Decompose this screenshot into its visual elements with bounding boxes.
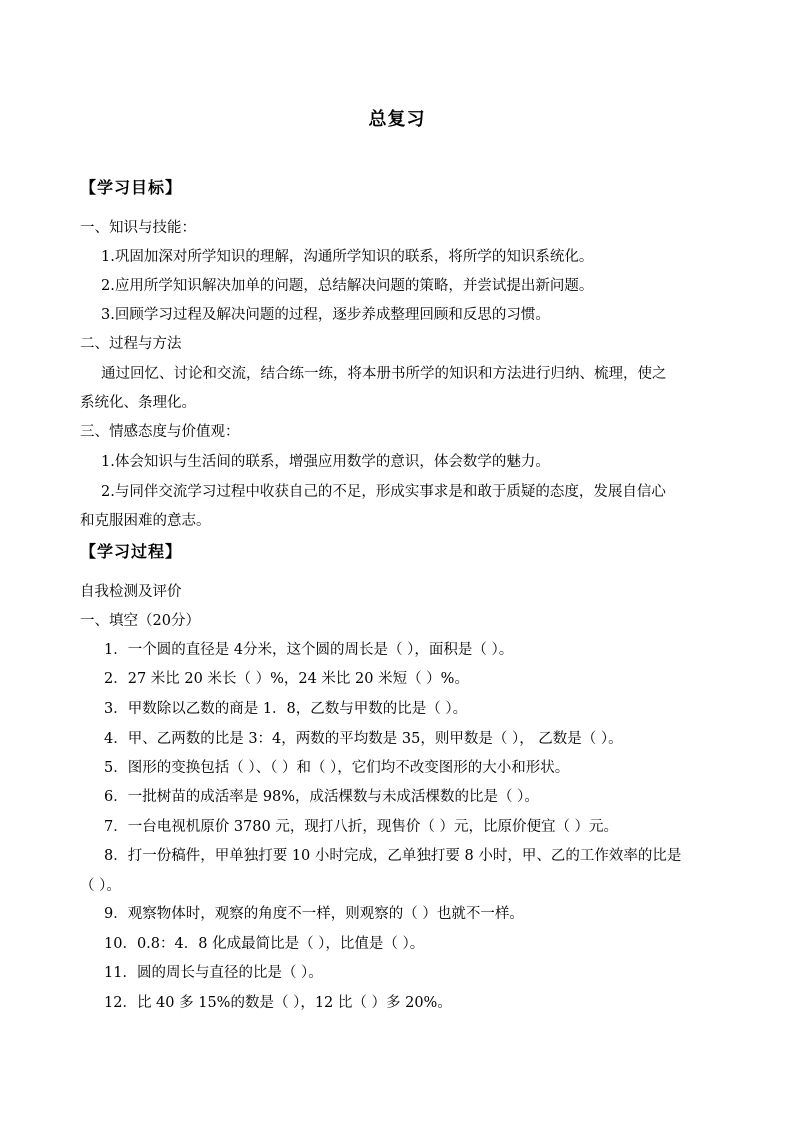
s1-item2: 2.应用所学知识解决加单的问题，总结解决问题的策略，并尝试提出新问题。: [101, 278, 594, 294]
question-11: 11．圆的周长与直径的比是（ ）。: [104, 965, 323, 981]
s2-line2: 系统化、条理化。: [80, 395, 196, 411]
question-5: 5．图形的变换包括（ ）、（ ）和（ ），它们均不改变图形的大小和形状。: [104, 760, 570, 776]
question-6: 6．一批树苗的成活率是 98%，成活棵数与未成活棵数的比是（ ）。: [104, 789, 539, 805]
s1-item1: 1.巩固加深对所学知识的理解，沟通所学知识的联系，将所学的知识系统化。: [101, 249, 594, 265]
s3-item2-line1: 2.与同伴交流学习过程中收获自己的不足，形成实事求是和敢于质疑的态度，发展自信心: [101, 484, 666, 500]
self-check-label: 自我检测及评价: [80, 584, 182, 600]
section3-heading: 三、情感态度与价值观：: [80, 424, 240, 440]
question-4: 4．甲、乙两数的比是 3：4，两数的平均数是 35，则甲数是（ ）， 乙数是（ ）。: [104, 731, 623, 747]
question-3: 3．甲数除以乙数的商是 1．8，乙数与甲数的比是（ ）。: [104, 701, 468, 717]
s2-line1: 通过回忆、讨论和交流，结合练一练，将本册书所学的知识和方法进行归纳、梳理，使之: [101, 366, 667, 382]
question-8-line2: （ ）。: [80, 878, 121, 894]
process-heading: 【学习过程】: [80, 542, 183, 561]
objectives-heading: 【学习目标】: [80, 178, 183, 197]
question-1: 1．一个圆的直径是 4分米，这个圆的周长是（ ），面积是（ ）。: [104, 642, 514, 658]
page-title: 总复习: [368, 109, 426, 130]
question-10: 10．0.8：4．8 化成最简比是（ ），比值是（ ）。: [104, 936, 425, 952]
question-12: 12．比 40 多 15%的数是（ ），12 比（ ）多 20%。: [104, 995, 452, 1011]
question-7: 7．一台电视机原价 3780 元，现打八折，现售价（ ）元，比原价便宜（ ）元。: [104, 819, 619, 835]
question-9: 9．观察物体时，观察的角度不一样，则观察的（ ）也就不一样。: [104, 906, 524, 922]
question-2: 2．27 米比 20 米长（ ）%，24 米比 20 米短（ ）%。: [104, 671, 469, 687]
s3-item1: 1.体会知识与生活间的联系，增强应用数学的意识，体会数学的魅力。: [101, 454, 550, 470]
s3-item2-line2: 和克服困难的意志。: [80, 513, 211, 529]
section1-heading: 一、知识与技能：: [80, 220, 196, 236]
question-8-line1: 8．打一份稿件，甲单独打要 10 小时完成，乙单独打要 8 小时，甲、乙的工作效率的比是: [104, 848, 682, 864]
section2-heading: 二、过程与方法: [80, 336, 182, 352]
fill-heading: 一、填空（20分）: [80, 613, 200, 629]
s1-item3: 3.回顾学习过程及解决问题的过程，逐步养成整理回顾和反思的习惯。: [101, 307, 550, 323]
